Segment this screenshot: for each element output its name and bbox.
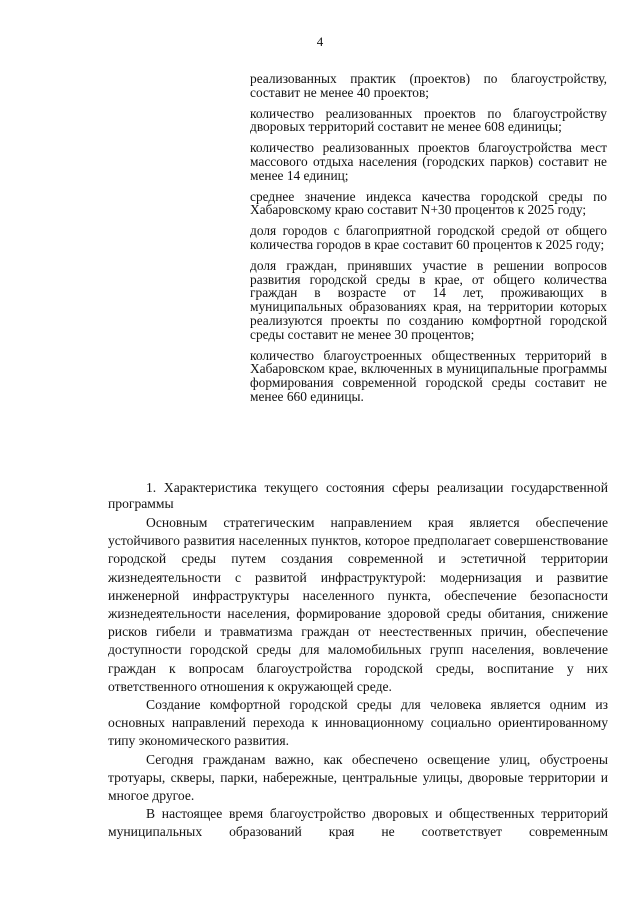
body-paragraph: Создание комфортной городской среды для человека является одним из основных направлений перехода к инновационному социально ориентированному типу экономического развития.	[108, 697, 608, 749]
page-number: 4	[316, 34, 324, 49]
indicator-item: среднее значение индекса качества городской среды по Хабаровскому краю составит N+30 процентов к 2025 году;	[250, 188, 607, 218]
indicator-list	[250, 72, 607, 411]
section-heading: 1. Характеристика текущего состояния сферы реализации государственной программы	[108, 480, 608, 511]
indicator-item: количество благоустроенных общественных территорий в Хабаровском крае, включенных в муниципальные программы формирования современной городской среды составит не менее 660 единицы.	[250, 347, 607, 404]
body-paragraph: В настоящее время благоустройство дворовых и общественных территорий муниципальных образований края не соответствует современным	[108, 806, 608, 840]
section-body	[108, 514, 608, 842]
indicator-item: количество реализованных проектов по благоустройству дворовых территорий составит не менее 608 единицы;	[250, 105, 607, 135]
indicator-item: количество реализованных проектов благоустройства мест массового отдыха населения (городских парков) составит не менее 14 единиц;	[250, 140, 607, 183]
body-paragraph: Сегодня гражданам важно, как обеспечено освещение улиц, обустроены тротуары, скверы, парки, набережные, центральные улицы, дворовые территории и многое другое.	[108, 751, 608, 804]
indicator-item: реализованных практик (проектов) по благоустройству, составит не менее 40 проектов;	[250, 71, 607, 100]
body-paragraph: Основным стратегическим направлением края является обеспечение устойчивого развития населенных пунктов, которое предполагает совершенствование городской среды путем создания современной и эстетичной территории жизнедеятельности с развитой инфраструктурой: модернизация и развитие инженерной инфраструктуры населенного пункта, обеспечение безопасности жизнедеятельности населения, формирование здоровой среды обитания, снижение рисков гибели и травматизма граждан от неестественных причин, обеспечение доступности городской среды для маломобильных групп населения, вовлечение граждан к вопросам благоустройства городской среды, воспитание у них ответственного отношения к окружающей среде.	[108, 515, 608, 694]
indicator-item: доля граждан, принявших участие в решении вопросов развития городской среды в крае, от общего количества граждан в возрасте от 14 лет, проживающих в муниципальных образованиях края, на территории которых реализуются проекты по созданию комфортной городской среды составит не менее 30 процентов;	[250, 257, 607, 342]
indicator-item: доля городов с благоприятной городской средой от общего количества городов в крае составит 60 процентов к 2025 году;	[250, 223, 607, 252]
